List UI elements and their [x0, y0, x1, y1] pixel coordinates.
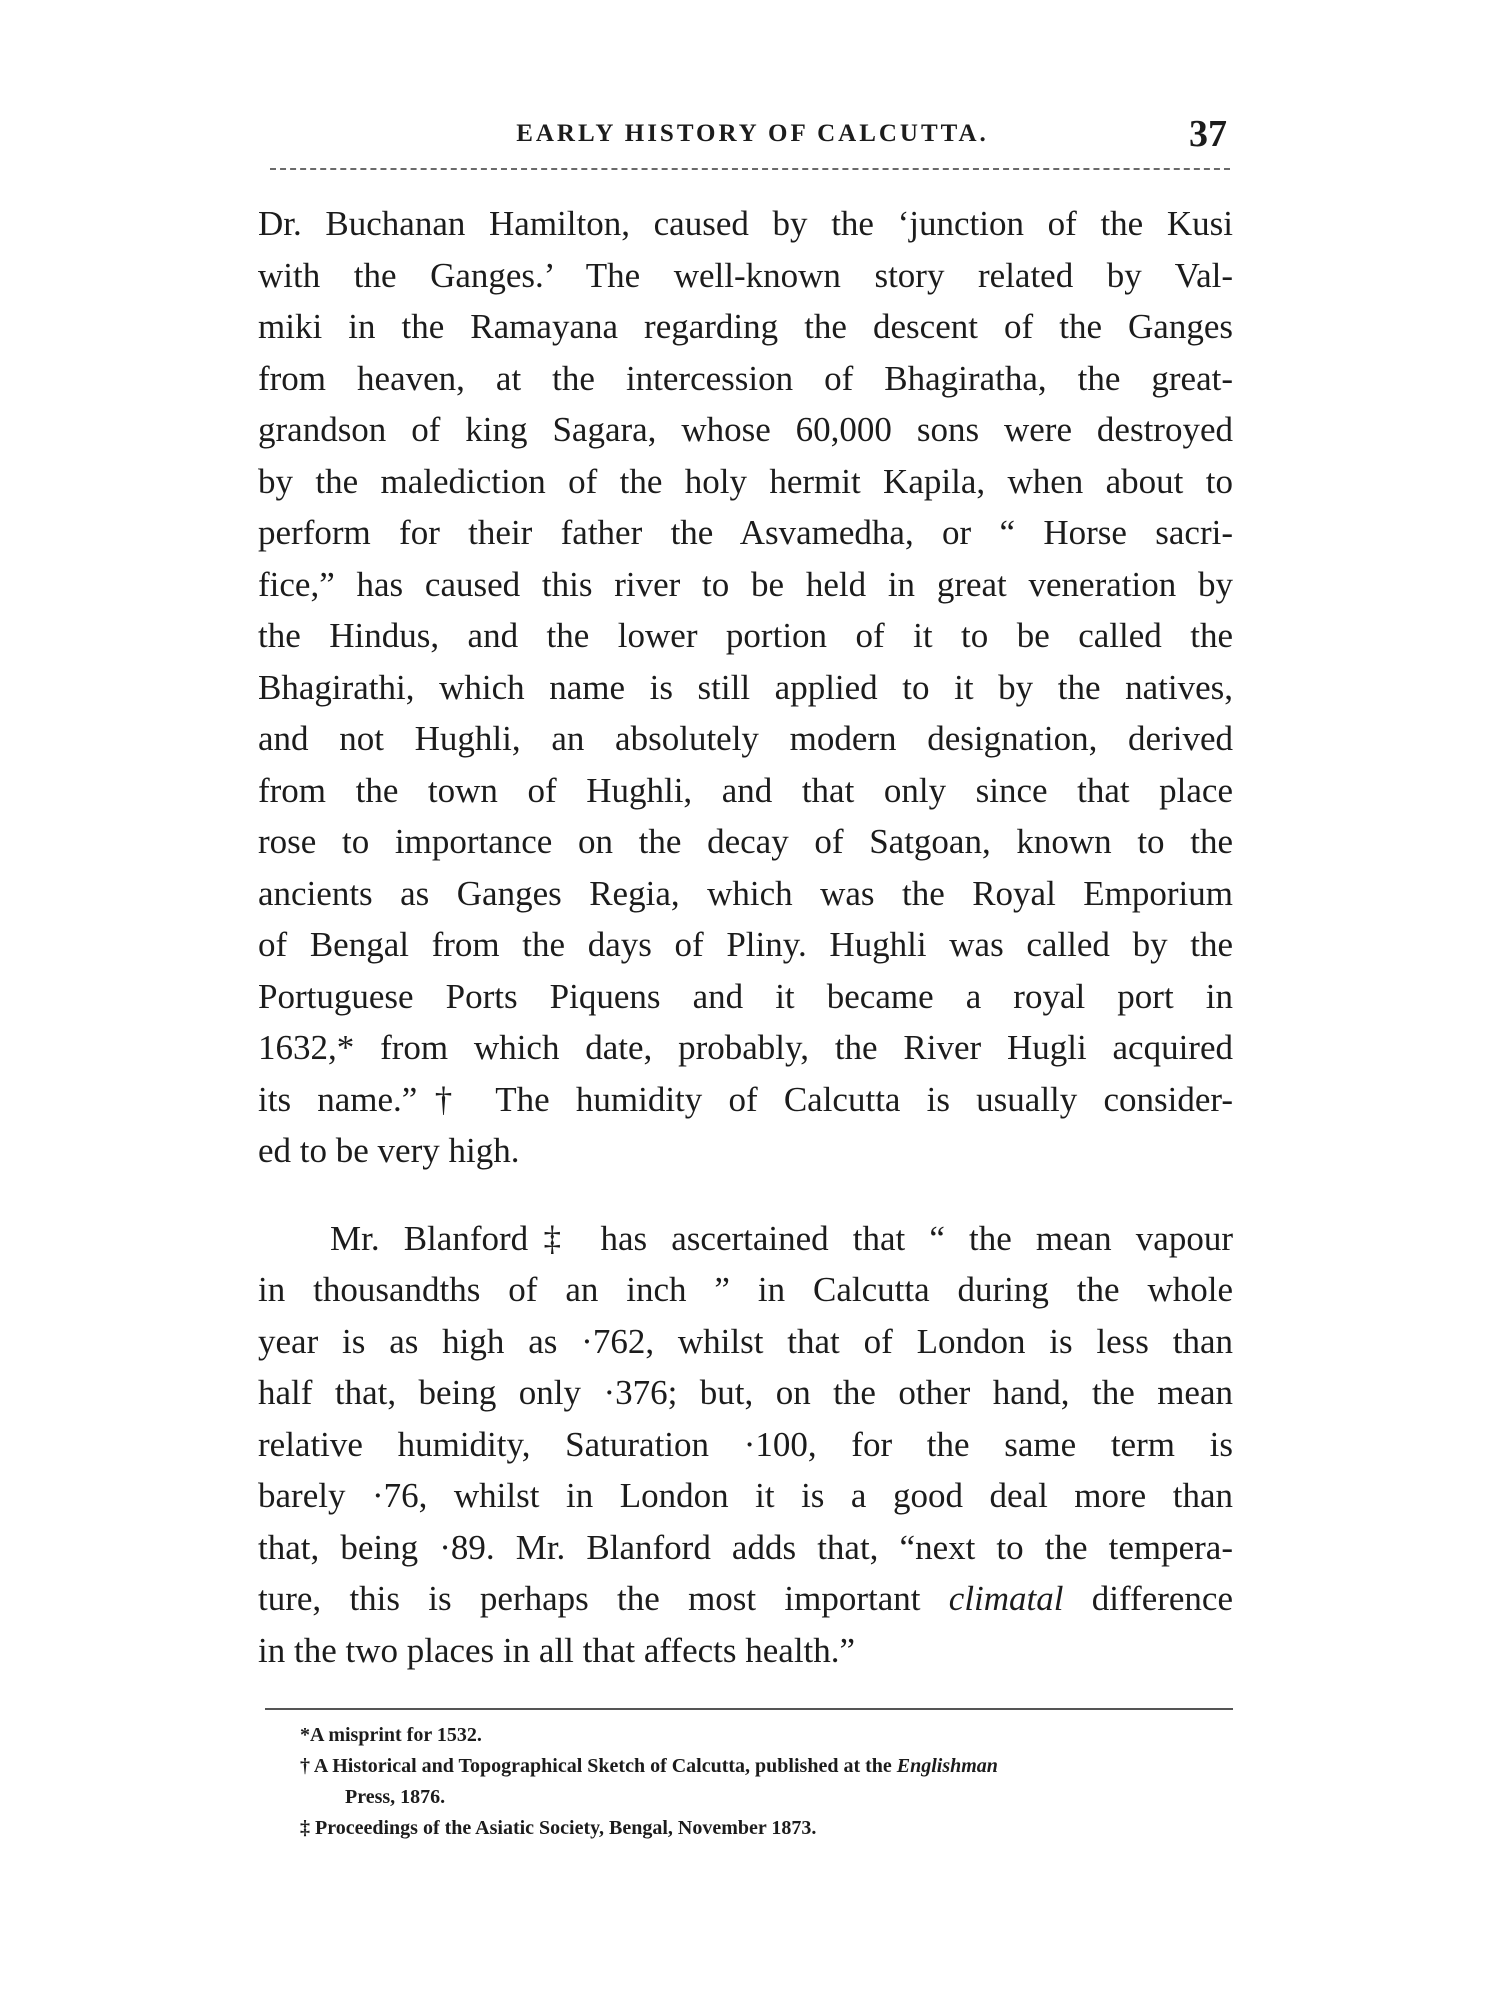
text-line: its name.”† The humidity of Calcutta is usually consider- [258, 1079, 1233, 1119]
text-line: ancients as Ganges Regia, which was the Royal Emporium [258, 873, 1233, 913]
text-line: by the malediction of the holy hermit Kapila, when about to [258, 461, 1233, 501]
footnote-text: † A Historical and Topographical Sketch of Calcutta, published at the [300, 1755, 897, 1777]
footnote-2-continuation: Press, 1876. [345, 1786, 446, 1808]
body-text [258, 198, 1233, 1676]
text-line: ed to be very high. [258, 1131, 520, 1170]
text-line: with the Ganges.’ The well-known story related by Val- [258, 255, 1233, 295]
text-line: of Bengal from the days of Pliny. Hughli was called by the [258, 925, 1233, 964]
text-line: Dr. Buchanan Hamilton, caused by the ‘junction of the Kusi [258, 204, 1233, 243]
paragraph-2 [258, 1213, 1233, 1677]
footnotes [300, 1720, 1235, 1844]
text-line [258, 1573, 1233, 1625]
text-line: Mr. Blanford‡ has ascertained that “ the mean vapour [330, 1218, 1233, 1258]
text-line: from heaven, at the intercession of Bhagiratha, the great- [258, 358, 1233, 398]
footnote-1: *A misprint for 1532. [300, 1724, 482, 1746]
running-title: EARLY HISTORY OF CALCUTTA. [516, 120, 989, 147]
text-fragment: difference [1063, 1579, 1233, 1618]
footnote-3: ‡ Proceedings of the Asiatic Society, Bengal, November 1873. [300, 1817, 817, 1839]
text-line: miki in the Ramayana regarding the descent of the Ganges [258, 307, 1233, 346]
text-line: in thousandths of an inch ” in Calcutta during the whole [258, 1270, 1233, 1309]
text-line: Bhagirathi, which name is still applied to it by the natives, [258, 667, 1233, 707]
italic-word: climatal [948, 1579, 1064, 1618]
text-line: rose to importance on the decay of Satgoan, known to the [258, 822, 1233, 861]
paragraph-1 [258, 198, 1233, 1177]
text-line: fice,” has caused this river to be held in great veneration by [258, 564, 1233, 604]
text-line: and not Hughli, an absolutely modern designation, derived [258, 719, 1233, 758]
footnote-rule [265, 1708, 1233, 1710]
header-rule [270, 168, 1230, 170]
text-line: barely ·76, whilst in London it is a good deal more than [258, 1476, 1233, 1515]
text-fragment: ture, this is perhaps the most important [258, 1579, 949, 1618]
text-line: grandson of king Sagara, whose 60,000 sons were destroyed [258, 410, 1233, 449]
text-line: in the two places in all that affects health.” [258, 1630, 856, 1670]
text-line: the Hindus, and the lower portion of it to be called the [258, 616, 1233, 655]
text-line: that, being ·89. Mr. Blanford adds that, “next to the tempera- [258, 1527, 1233, 1567]
running-head [260, 112, 1245, 162]
page-number: 37 [1189, 113, 1227, 155]
text-line: year is as high as ·762, whilst that of London is less than [258, 1321, 1233, 1361]
text-line: half that, being only ·376; but, on the other hand, the mean [258, 1373, 1233, 1412]
italic-word: Englishman [896, 1755, 998, 1777]
text-line: 1632,* from which date, probably, the River Hugli acquired [258, 1028, 1233, 1067]
text-line: relative humidity, Saturation ·100, for the same term is [258, 1424, 1233, 1464]
text-line: from the town of Hughli, and that only since that place [258, 770, 1233, 810]
text-line: Portuguese Ports Piquens and it became a royal port in [258, 976, 1233, 1016]
text-line: perform for their father the Asvamedha, or “ Horse sacri- [258, 513, 1233, 552]
footnote-2 [300, 1751, 1235, 1782]
